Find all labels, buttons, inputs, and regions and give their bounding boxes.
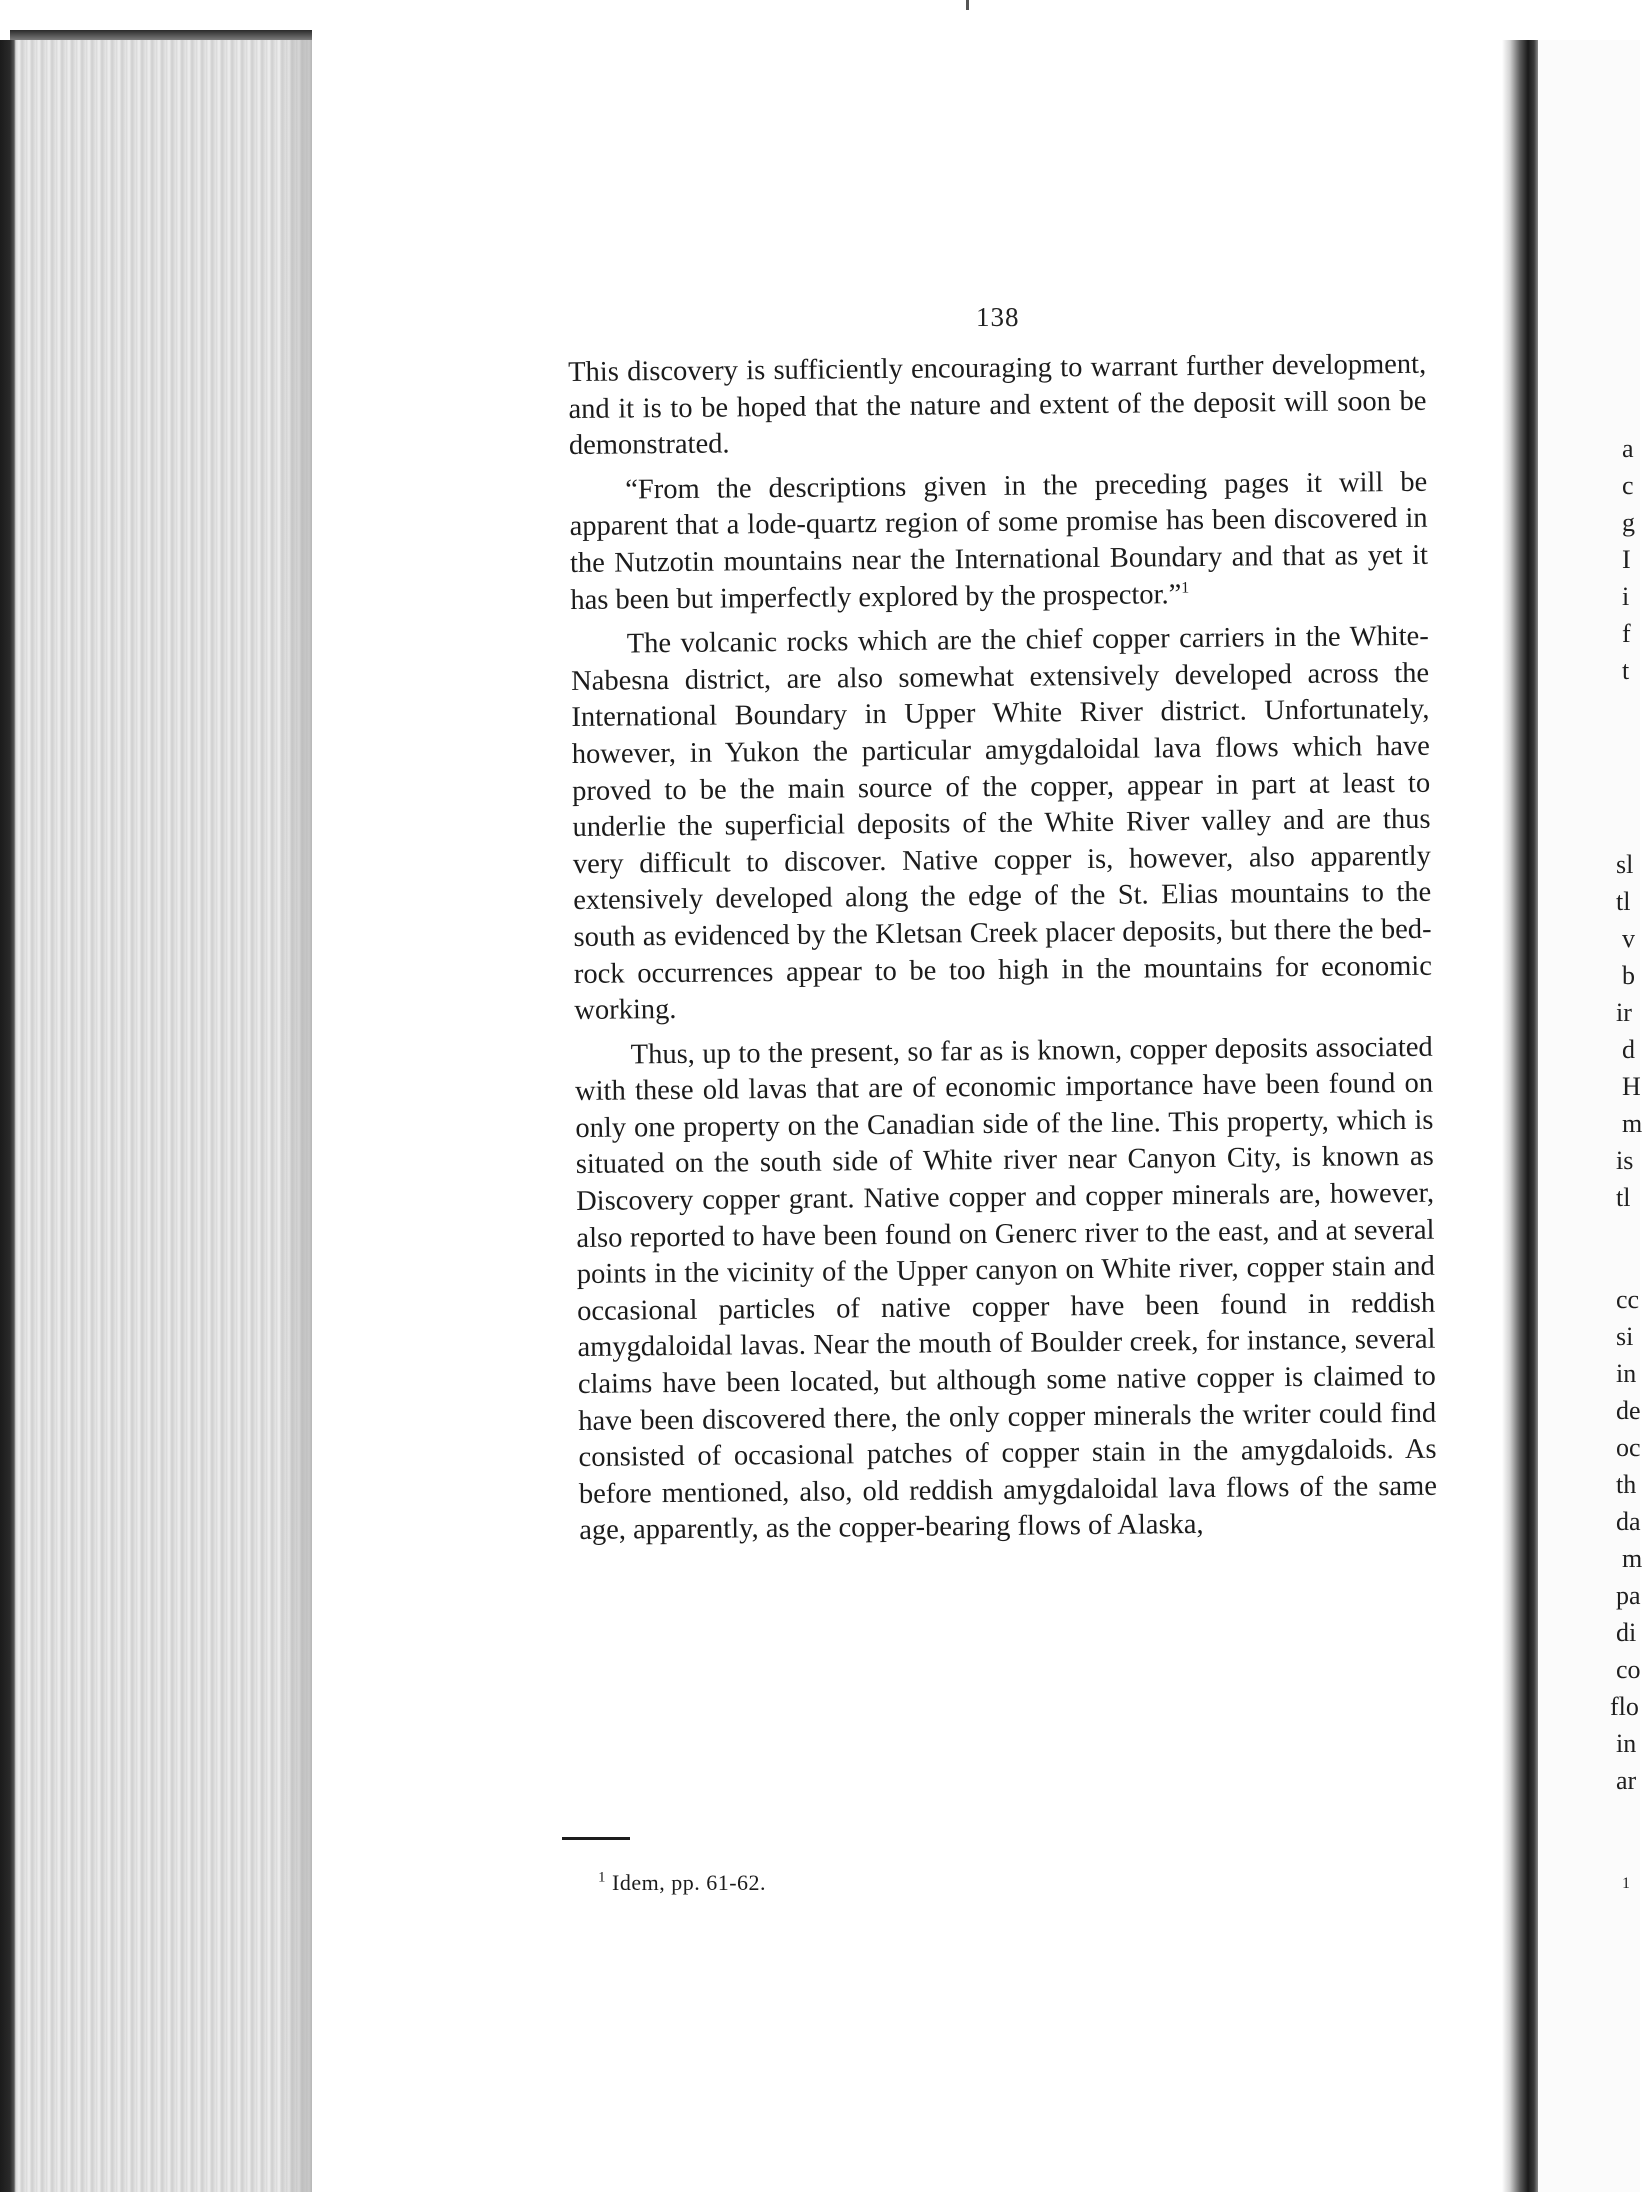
facing-page-fragment: sl xyxy=(1616,850,1634,879)
footnote-text: Idem, pp. 61-62. xyxy=(612,1870,767,1895)
facing-page-fragment: in xyxy=(1616,1359,1637,1388)
facing-page-fragment: ar xyxy=(1616,1766,1637,1795)
facing-page-fragment: g xyxy=(1622,508,1635,537)
facing-page-fragment: th xyxy=(1616,1470,1637,1499)
facing-page-fragment: da xyxy=(1616,1507,1641,1536)
facing-page-fragment: de xyxy=(1616,1396,1641,1425)
facing-page xyxy=(1538,40,1640,2192)
footnote-rule xyxy=(562,1837,630,1840)
facing-page-fragment: c xyxy=(1622,471,1634,500)
page-number: 138 xyxy=(976,302,1020,332)
facing-page-fragment: t xyxy=(1622,656,1630,685)
facing-page-fragment: cc xyxy=(1616,1285,1640,1314)
facing-page-fragment: flo xyxy=(1610,1692,1639,1721)
facing-page-fragment: is xyxy=(1616,1146,1634,1175)
facing-page-fragment: I xyxy=(1622,545,1631,574)
facing-page-fragment: tl xyxy=(1616,1183,1631,1212)
footnote xyxy=(598,1870,766,1896)
book-gutter xyxy=(1502,40,1538,2192)
facing-page-fragment: H xyxy=(1622,1072,1641,1101)
facing-page-fragment: ir xyxy=(1616,998,1632,1027)
paragraph-4: Thus, up to the present, so far as is known, copper deposits associated with these old lavas that are of economic importance have been found on only one property on the Canadian side of the line. This property, which is situated on the south side of White river near Canyon City, is known as Discovery copper grant. Native copper and copper minerals are, however, also reported to have been found on Generc river to the east, and at several points in the vicinity of the Upper canyon on White river, copper stain and occasional particles of native copper have been found in reddish amygdaloidal lavas. Near the mouth of Boulder creek, for instance, several claims have been located, but although some native copper is claimed to have been discovered there, the only copper minerals the writer could find consisted of occasional patches of copper stain in the amygdaloids. As before mentioned, also, old reddish amygdaloidal lava flows of the same age, apparently, as the copper-bearing flows of Alaska, xyxy=(574,1031,1438,1547)
book-edge-shadow xyxy=(280,40,316,2192)
facing-page-fragment: 1 xyxy=(1622,1875,1630,1892)
facing-page-fragment: m xyxy=(1622,1544,1642,1573)
facing-page-fragment: di xyxy=(1616,1618,1637,1647)
facing-page-fragment: in xyxy=(1616,1729,1637,1758)
scan-mark xyxy=(966,0,969,10)
facing-page-fragment: m xyxy=(1622,1109,1642,1138)
footnote-reference: 1 xyxy=(1181,579,1190,597)
paragraph-2: “From the descriptions given in the preceding pages it will be apparent that a lode-quartz region of some promise has been discovered in the Nutzotin mountains near the International Boundary and that as yet it has been but imperfectly explored by the prospector.”$^1$ xyxy=(569,466,1429,616)
facing-page-fragment: co xyxy=(1616,1655,1641,1684)
facing-page-fragment: pa xyxy=(1616,1581,1641,1610)
facing-page-fragment: v xyxy=(1622,924,1635,953)
facing-page-fragment: a xyxy=(1622,434,1634,463)
paragraph-1: This discovery is sufficiently encouraging to warrant further development, and it is to be hoped that the nature and extent of the deposit will soon be demonstrated. xyxy=(568,348,1427,462)
facing-page-fragment: f xyxy=(1622,619,1631,648)
body-text xyxy=(568,347,1437,1550)
book-page-edges xyxy=(0,40,312,2192)
facing-page-fragment: si xyxy=(1616,1322,1634,1351)
facing-page-fragment: oc xyxy=(1616,1433,1641,1462)
facing-page-fragment: i xyxy=(1622,582,1630,611)
footnote-number: 1 xyxy=(598,1869,606,1886)
facing-page-fragment: d xyxy=(1622,1035,1635,1064)
paragraph-3: The volcanic rocks which are the chief copper carriers in the White-Nabesna district, are also somewhat extensively developed across the International Boundary in Upper White River district. Unfortunately, however, in Yukon the particular amygdaloidal lava flows which have proved to be the main source of the copper, appear in part at least to underlie the superficial deposits of the White River valley and are thus very difficult to discover. Native copper is, however, also apparently extensively developed along the edge of the St. Elias mountains to the south as evidenced by the Kletsan Creek placer deposits, but there the bed-rock occurrences appear to be too high in the mountains for economic working. xyxy=(570,620,1433,1027)
facing-page-fragment: tl xyxy=(1616,887,1631,916)
facing-page-fragment: b xyxy=(1622,961,1635,990)
